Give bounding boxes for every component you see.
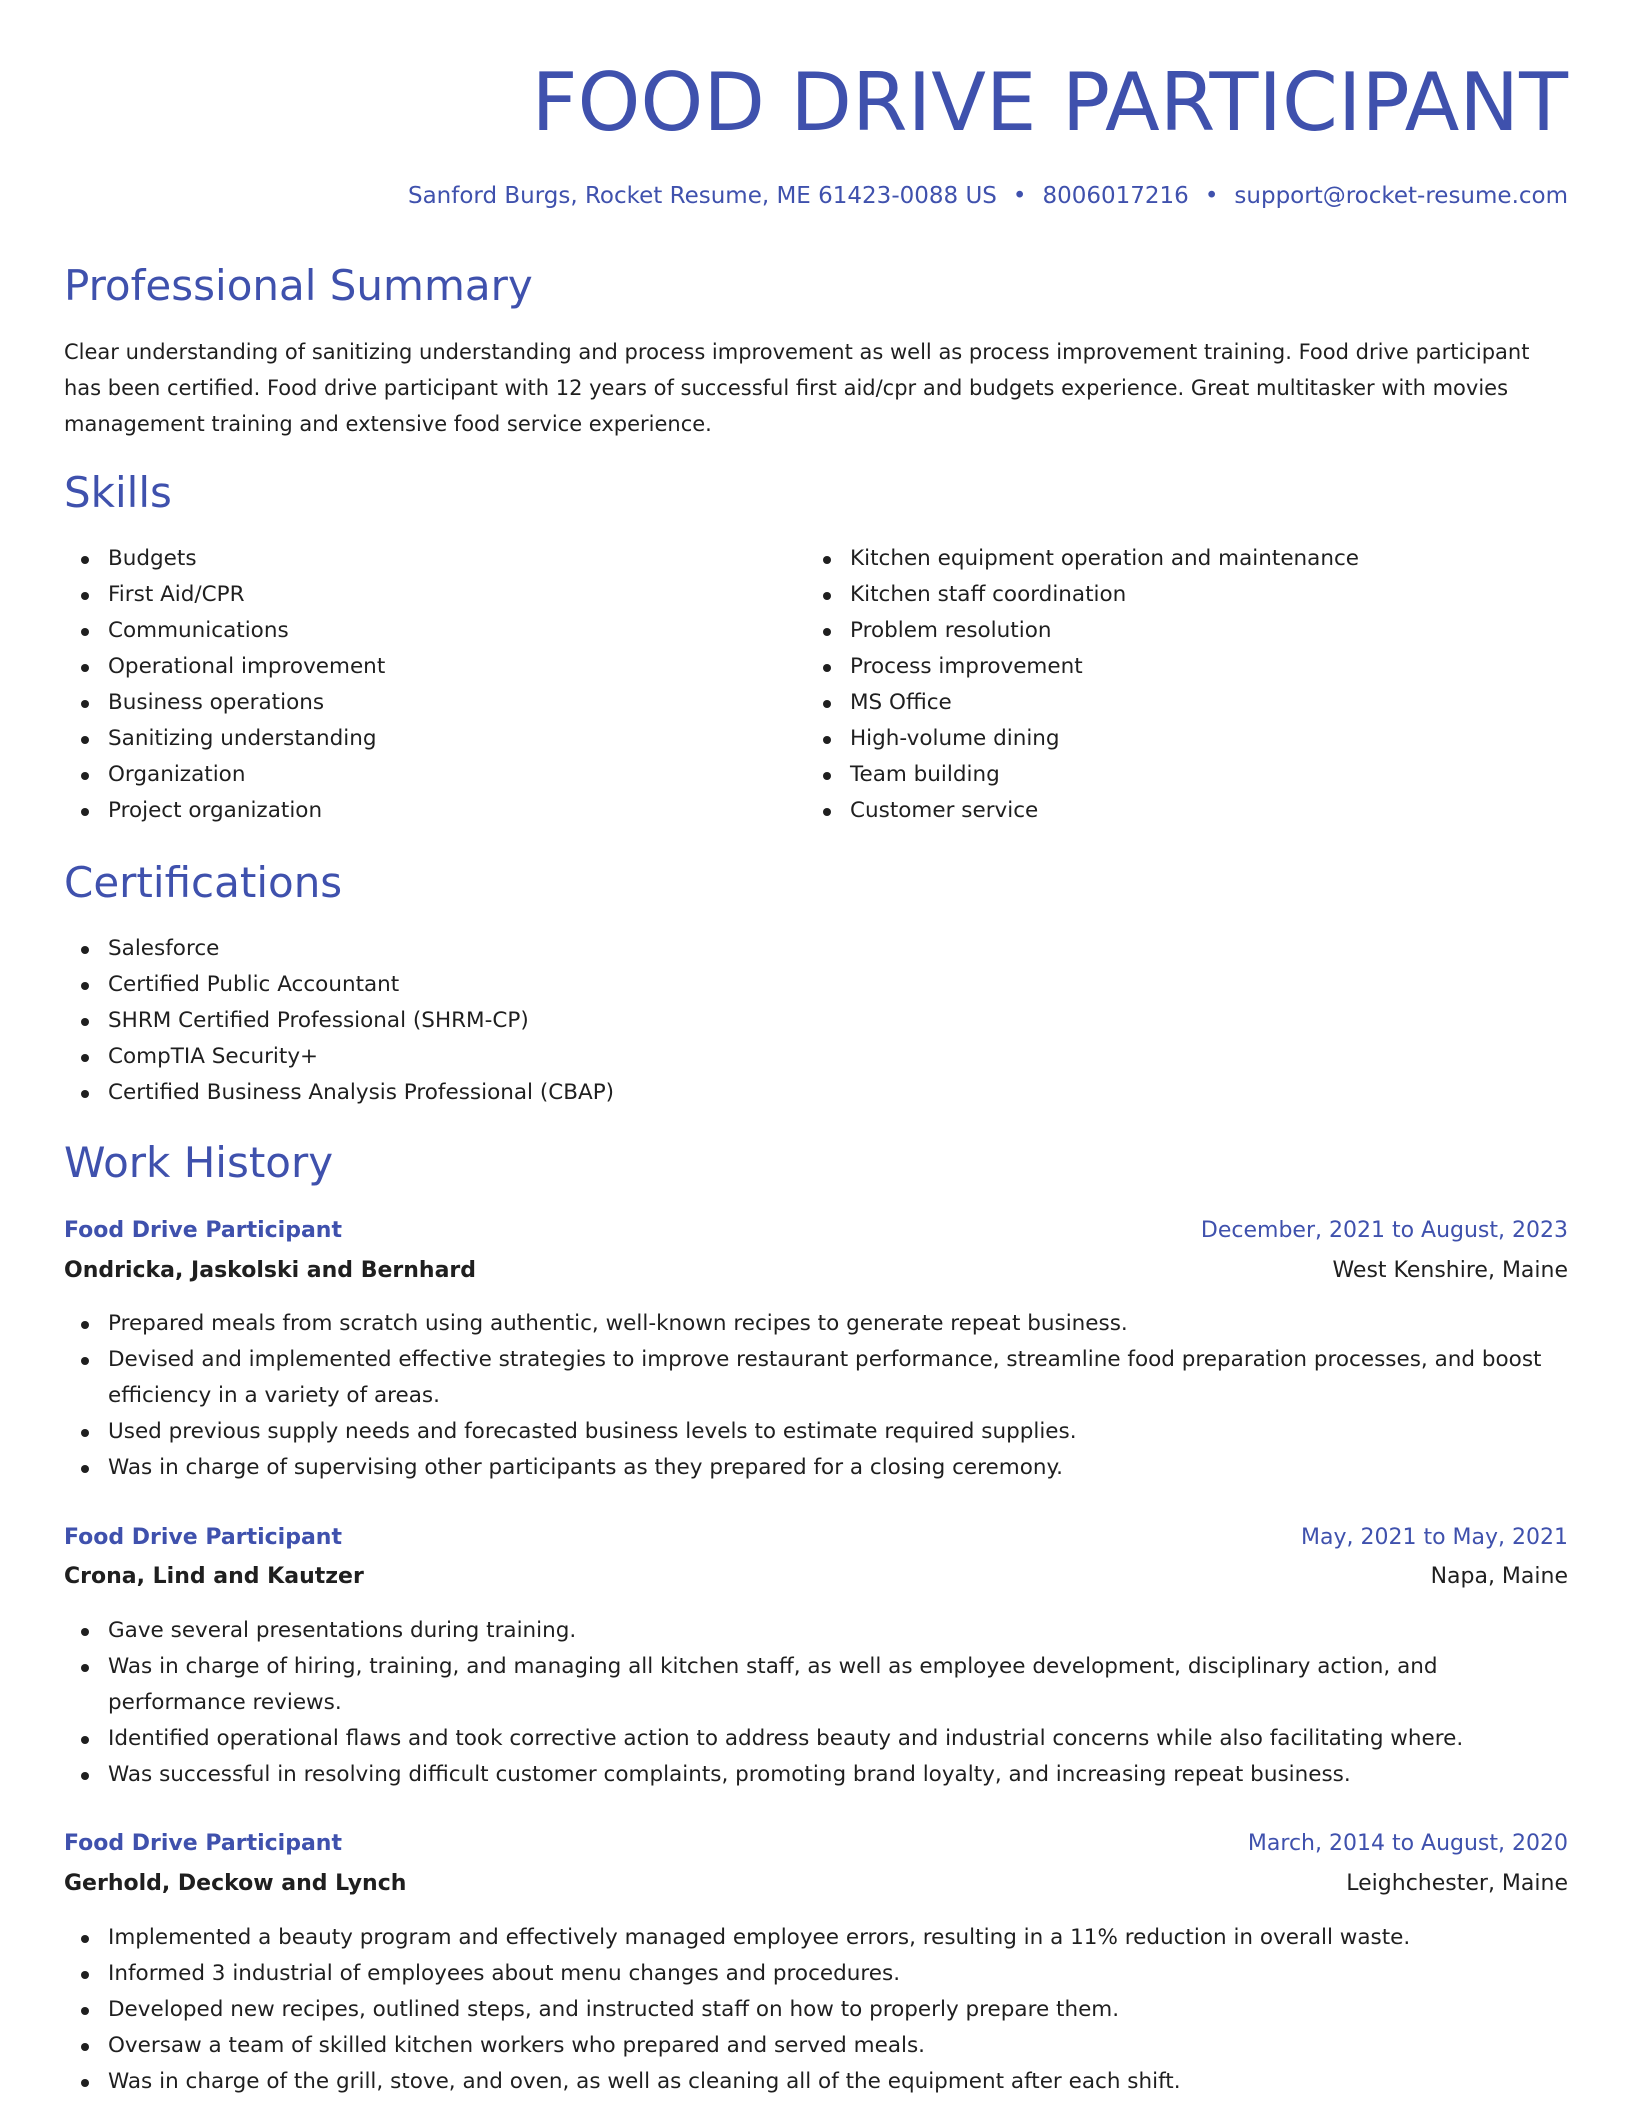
certification-item: CompTIA Security+ <box>64 1039 1568 1075</box>
job-bullet: Developed new recipes, outlined steps, and instructed staff on how to properly prepare them. <box>64 1992 1568 2028</box>
job-dates: March, 2014 to August, 2020 <box>1247 1831 1568 1856</box>
job-company: Ondricka, Jaskolski and Bernhard <box>64 1258 477 1283</box>
job-bullet: Was in charge of hiring, training, and managing all kitchen staff, as well as employee development, disciplinary action, and performance reviews. <box>64 1649 1568 1721</box>
job-header <box>64 1213 1568 1249</box>
skill-item: Kitchen equipment operation and maintenance <box>806 541 1568 577</box>
job-bullets <box>64 1613 1568 1793</box>
work-history-heading: Work History <box>64 1138 334 1187</box>
job-company: Crona, Lind and Kautzer <box>64 1564 364 1589</box>
skill-item: High-volume dining <box>806 721 1568 757</box>
job-subheader <box>64 1559 1568 1595</box>
job-header <box>64 1520 1568 1556</box>
summary-heading: Professional Summary <box>64 261 533 310</box>
skills-list-left <box>64 541 764 829</box>
job-bullet: Gave several presentations during training. <box>64 1613 1568 1649</box>
certification-item: Certified Business Analysis Professional (CBAP) <box>64 1075 1568 1111</box>
job-bullet: Oversaw a team of skilled kitchen workers who prepared and served meals. <box>64 2028 1568 2064</box>
job-bullet: Was successful in resolving difficult customer complaints, promoting brand loyalty, and increasing repeat business. <box>64 1757 1568 1793</box>
skill-item: Project organization <box>64 793 764 829</box>
contact-address: Sanford Burgs, Rocket Resume, ME 61423-0088 US <box>407 183 997 209</box>
skill-item: Operational improvement <box>64 649 764 685</box>
skill-item: Business operations <box>64 685 764 721</box>
contact-separator: • <box>1204 183 1219 209</box>
job-bullet: Implemented a beauty program and effectively managed employee errors, resulting in a 11% reduction in overall waste. <box>64 1920 1568 1956</box>
certification-item: Salesforce <box>64 931 1568 967</box>
skill-item: Sanitizing understanding <box>64 721 764 757</box>
job-bullet: Identified operational flaws and took corrective action to address beauty and industrial concerns while also facilitating where. <box>64 1721 1568 1757</box>
contact-phone: 8006017216 <box>1042 183 1189 209</box>
summary-text: Clear understanding of sanitizing understanding and process improvement as well as process improvement training. Food drive participant has been certified. Food drive participant with 12 years of successful first aid/cpr and budgets experience. Great multitasker with movies management training and extensive food service experience. <box>64 340 1530 436</box>
job-location: Napa, Maine <box>1430 1564 1568 1589</box>
job-location: Leighchester, Maine <box>1346 1871 1568 1896</box>
skill-item: Process improvement <box>806 649 1568 685</box>
contact-separator: • <box>1012 183 1027 209</box>
skill-item: Budgets <box>64 541 764 577</box>
skill-item: Communications <box>64 613 764 649</box>
contact-line <box>408 180 1568 212</box>
job-bullets <box>64 1306 1568 1486</box>
skill-item: Organization <box>64 757 764 793</box>
skill-item: Problem resolution <box>806 613 1568 649</box>
certifications-heading: Certifications <box>64 858 343 907</box>
job-bullet: Used previous supply needs and forecasted business levels to estimate required supplies. <box>64 1414 1568 1450</box>
skills-list-right <box>806 541 1568 829</box>
job-location: West Kenshire, Maine <box>1332 1258 1568 1283</box>
job-subheader <box>64 1866 1568 1902</box>
job-bullet: Was in charge of supervising other participants as they prepared for a closing ceremony. <box>64 1450 1568 1486</box>
job-title: Food Drive Participant <box>64 1831 342 1856</box>
skill-item: Team building <box>806 757 1568 793</box>
job-dates: May, 2021 to May, 2021 <box>1301 1525 1568 1550</box>
contact-email[interactable]: support@rocket-resume.com <box>1234 183 1568 209</box>
job-bullet: Informed 3 industrial of employees about menu changes and procedures. <box>64 1956 1568 1992</box>
job-bullets <box>64 1920 1568 2100</box>
skill-item: MS Office <box>806 685 1568 721</box>
job-dates: December, 2021 to August, 2023 <box>1200 1218 1568 1243</box>
job-title: Food Drive Participant <box>64 1218 342 1243</box>
job-bullet: Devised and implemented effective strategies to improve restaurant performance, streamline food preparation processes, and boost efficiency in a variety of areas. <box>64 1342 1568 1414</box>
job-bullet: Was in charge of the grill, stove, and oven, as well as cleaning all of the equipment after each shift. <box>64 2064 1568 2100</box>
job-subheader <box>64 1253 1568 1289</box>
skills-heading: Skills <box>64 468 172 517</box>
job-title: Food Drive Participant <box>64 1525 342 1550</box>
certifications-list <box>64 931 1568 1111</box>
skill-item: Kitchen staff coordination <box>806 577 1568 613</box>
resume-title: FOOD DRIVE PARTICIPANT <box>531 56 1568 149</box>
job-bullet: Prepared meals from scratch using authentic, well-known recipes to generate repeat business. <box>64 1306 1568 1342</box>
job-header <box>64 1826 1568 1862</box>
skill-item: First Aid/CPR <box>64 577 764 613</box>
job-company: Gerhold, Deckow and Lynch <box>64 1871 407 1896</box>
skill-item: Customer service <box>806 793 1568 829</box>
certification-item: Certified Public Accountant <box>64 967 1568 1003</box>
certification-item: SHRM Certified Professional (SHRM-CP) <box>64 1003 1568 1039</box>
